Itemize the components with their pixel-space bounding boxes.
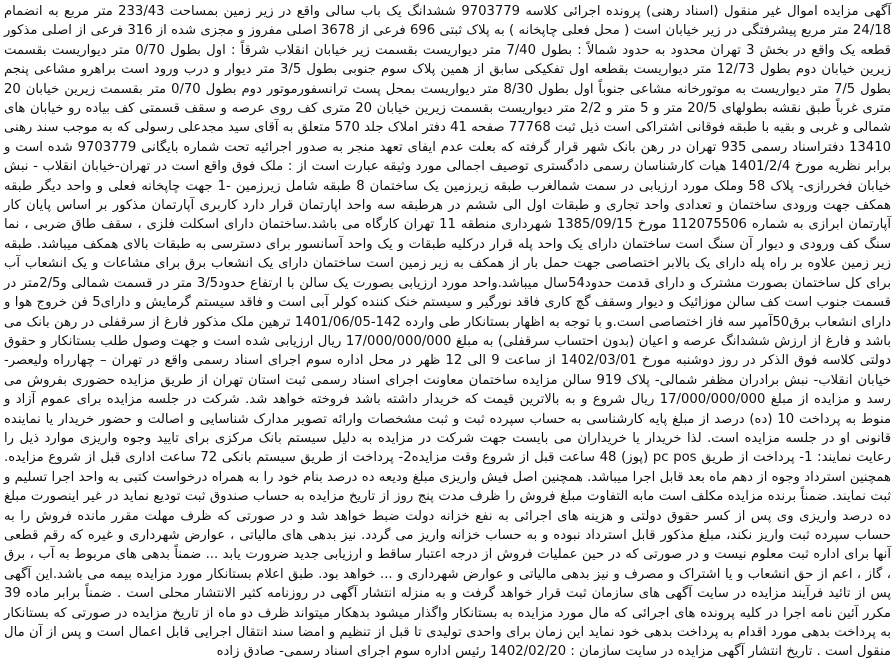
auction-notice-text: آگهی مزایده اموال غیر منقول (اسناد رهنی) پرونده اجرائی کلاسه 9703779 ششدانگ یک باب سالی واقع در زیر زمین بمساحت 233/43 متر مربع به انضمام 24/18 متر مربع پیشرفتگی در زیر خیابان است ( محل فعلی چاپخانه ) به پلاک ثبتی 696 فرعی از 3678 اصلی مفروز و مجزی شده از 316 فرعی از اصلی مذکور قطعه یک واقع در بخش 3 تهران محدود به حدود شمالاً : بطول 7/40 متر دیواریست بقسمت زیر خیابان انقلاب شرقاً : اول بطول 0/70 متر دیواریست بقسمت زیرین خیابان دوم بطول 12/73 متر دیواریست بقطعه اول تفکیکی سابق از همین پلاک سوم جنوبی بطول 3/5 متر دیوار و درب ورود است براهرو مشاعی پنجم بطول 7/5 متر دیواریست به موتورخانه مشاعی جنوباً اول بطول 8/30 متر دیواریست بمحل پست ترانسفورموتور دوم بطول 0/70 متر بقسمت زیرین خیابان 20 متری غرباً طبق نقشه بطولهای 20/5 متر و 5 متر و 2/2 متر دیواریست بقسمت زیرین خیابان 20 متری کف روی عرصه و سقف قسمتی کف بیاده رو خیابان های شمالی و غربی و بقیه با طبقه فوقانی اشتراکی است ذیل ثبت 77768 صفحه 41 دفتر املاک جلد 570 متعلق به آقای سید مجدعلی رسولی که به موجب سند رهنی 13410 دفتراسناد رسمی 935 تهران در رهن بانک شهر قرار گرفته که بعلت عدم ایفای تعهد منجر به صدور اجرائیه تحت شماره بایگانی 9703779 شده است و برابر نظریه مورخ 1401/2/4 هیات کارشناسان رسمی دادگستری توصیف اجمالی مورد وثیقه عبارت است از : ملک فوق واقع است در تهران-خیابان انقلاب - نبش خیابان فخررازی- پلاک 58 وملک مورد ارزیابی در سمت شمالغرب طبقه زیرزمین یک ساختمان 8 طبقه شامل زیرزمین -1 جهت چاپخانه فعلی و واحد دیگر طبقه همکف جهت ورودی ساختمان و تعدادی واحد تجاری و طبقات اول الی ششم در هرطبقه سه واحد اپارتمان قرار دارد کاربری آپارتمان مذکور بر اساس پایان کار آپارتمان ابرازی به شماره 112075506 مورخ 1385/09/15 شهرداری منطقه 11 تهران کارگاه می باشد.ساختمان دارای اسکلت فلزی ، سقف طاق ضربی ، نما سنگ کف ورودی و دیوار آن سنگ است ساختمان دارای یک واحد پله قرار درکلیه طبقات و یک واحد آسانسور برای دسترسی به طبقات بالای همکف میباشد. طبقه زیر زمین علاوه بر راه پله دارای یک بالابر اختصاصی جهت حمل بار از همکف به زیر زمین است ساختمان دارای یک انشعاب برق برای مشاعات و یک انشعاب آب برای کل ساختمان بصورت مشترک و دارای قدمت حدود54سال میباشد.واحد مورد ارزیابی بصورت یک سالن با ارتفاع حدود3/5 متر در قسمت شمالی و2/5متر در قسمت جنوب است کف سالن موزائیک و دیوار وسقف گچ کاری فاقد نورگیر و سیستم خنک کننده کولر آبی است و فاقد سیستم گرمایش و دارای5 فن خروج هوا و دارای انشعاب برق50آمپر سه فاز اختصاصی است.و با توجه به اظهار بستانکار طی وارده 142-1401/06/05 ترهین ملک مذکور فارغ از سرقفلی در رهن بانک می باشد و فارغ از ارزش ششدانگ عرصه و اعیان (بدون احتساب سرقفلی) به مبلغ 17/000/000/000 ریال ارزیابی شده است و جهت وصول طلب بستانکار و حقوق دولتی کلاسه فوق الذکر در روز دوشنبه مورخ 1402/03/01 از ساعت 9 الی 12 ظهر در محل اداره سوم اجرای اسناد رسمی واقع در تهران – چهارراه ولیعصر- خیابان انقلاب- نبش برادران مظفر شمالی- پلاک 919 سالن مزایده ساختمان معاونت اجرای اسناد رسمی ثبت استان تهران از طریق مزایده حضوری بفروش می رسد و مزایده از مبلغ 17/000/000/000 ریال شروع و به بالاترین قیمت که خریدار داشته باشد فروخته خواهد شد. شرکت در جلسه مزایده برای عموم آزاد و منوط به پرداخت 10 (ده) درصد از مبلغ پایه کارشناسی به حساب سپرده ثبت و ثبت مشخصات وارائه تصویر مدارک شناسایی و اصالت و حضور خریدار یا نماینده قانونی او در جلسه مزایده است. لذا خریدار یا خریداران می بایست جهت شرکت در مزایده به دلیل سیستم بانک مرکزی برای تایید وجوه واریزی موارد ذیل را رعایت نمایند: 1- پرداخت از طریق pc pos (پوز) 48 ساعت قبل از شروع وقت مزایده2- پرداخت از طریق سیستم بانکی 72 ساعت اداری قبل از شروع مزایده. همچنین استرداد وجوه از دهم ماه بعد قابل اجرا میباشد. همچنین اصل فیش واریزی مبلغ ودیعه ده درصد بنام خود را به همراه درخواست کتبی به واحد اجرا تسلیم و ثبت نمایند. ضمناً برنده مزایده مکلف است مابه التفاوت مبلغ فروش را ظرف مدت پنج روز از تاریخ مزایده به حساب صندوق ثبت تودیع نماید در غیر اینصورت مبلغ ده درصد واریزی وی پس از کسر حقوق دولتی و هزینه های اجرائی به نفع خزانه دولت ضبط خواهد شد و در صورتی که ظرف مهلت مقرر مانده فروش را به حساب سپرده ثبت واریز نکند، مبلغ مذکور قابل استرداد نبوده و به حساب خزانه واریز می گردد. نیز بدهی های مالیاتی ، عوارض شهرداری و غیره که رقم قطعی آنها برای اداره ثبت معلوم نیست و در صورتی که در حین عملیات فروش از درجه اعتبار ساقط و ارزیابی جدید ضرورت یابد ... ضمناً بدهی های مربوط به آب ، برق ، گاز ، اعم از حق انشعاب و یا اشتراک و مصرف و نیز بدهی مالیاتی و عوارض شهرداری و ... خواهد بود. طبق اعلام بستانکار مورد مزایده بیمه می باشد.این آگهی پس از تائید فرآیند مزایده در سایت آگهی های سازمان ثبت قرار خواهد گرفت و به منزله انتشار آگهی در روزنامه کثیر الانتشار محلی است . ضمناً برابر ماده 39 مکرر آئین نامه اجرا در کلیه پرونده های اجرائی که مال مورد مزایده به بستانکار واگذار میشود بدهکار میتواند ظرف دو ماه از تاریخ مزایده در صورتی که بستانکار به پرداخت بدهی مورد اقدام به پرداخت بدهی خود نماید این زمان برای واحدی تولیدی تا قبل از تنظیم و امضا سند انتقال اجرایی قابل اعمال است و پس از آن مال منقول است . تاریخ انتشار آگهی مزایده در سایت سازمان : 1402/02/20 رئیس اداره سوم اجرای اسناد رسمی- صادق زاده <box>4 4 892 660</box>
